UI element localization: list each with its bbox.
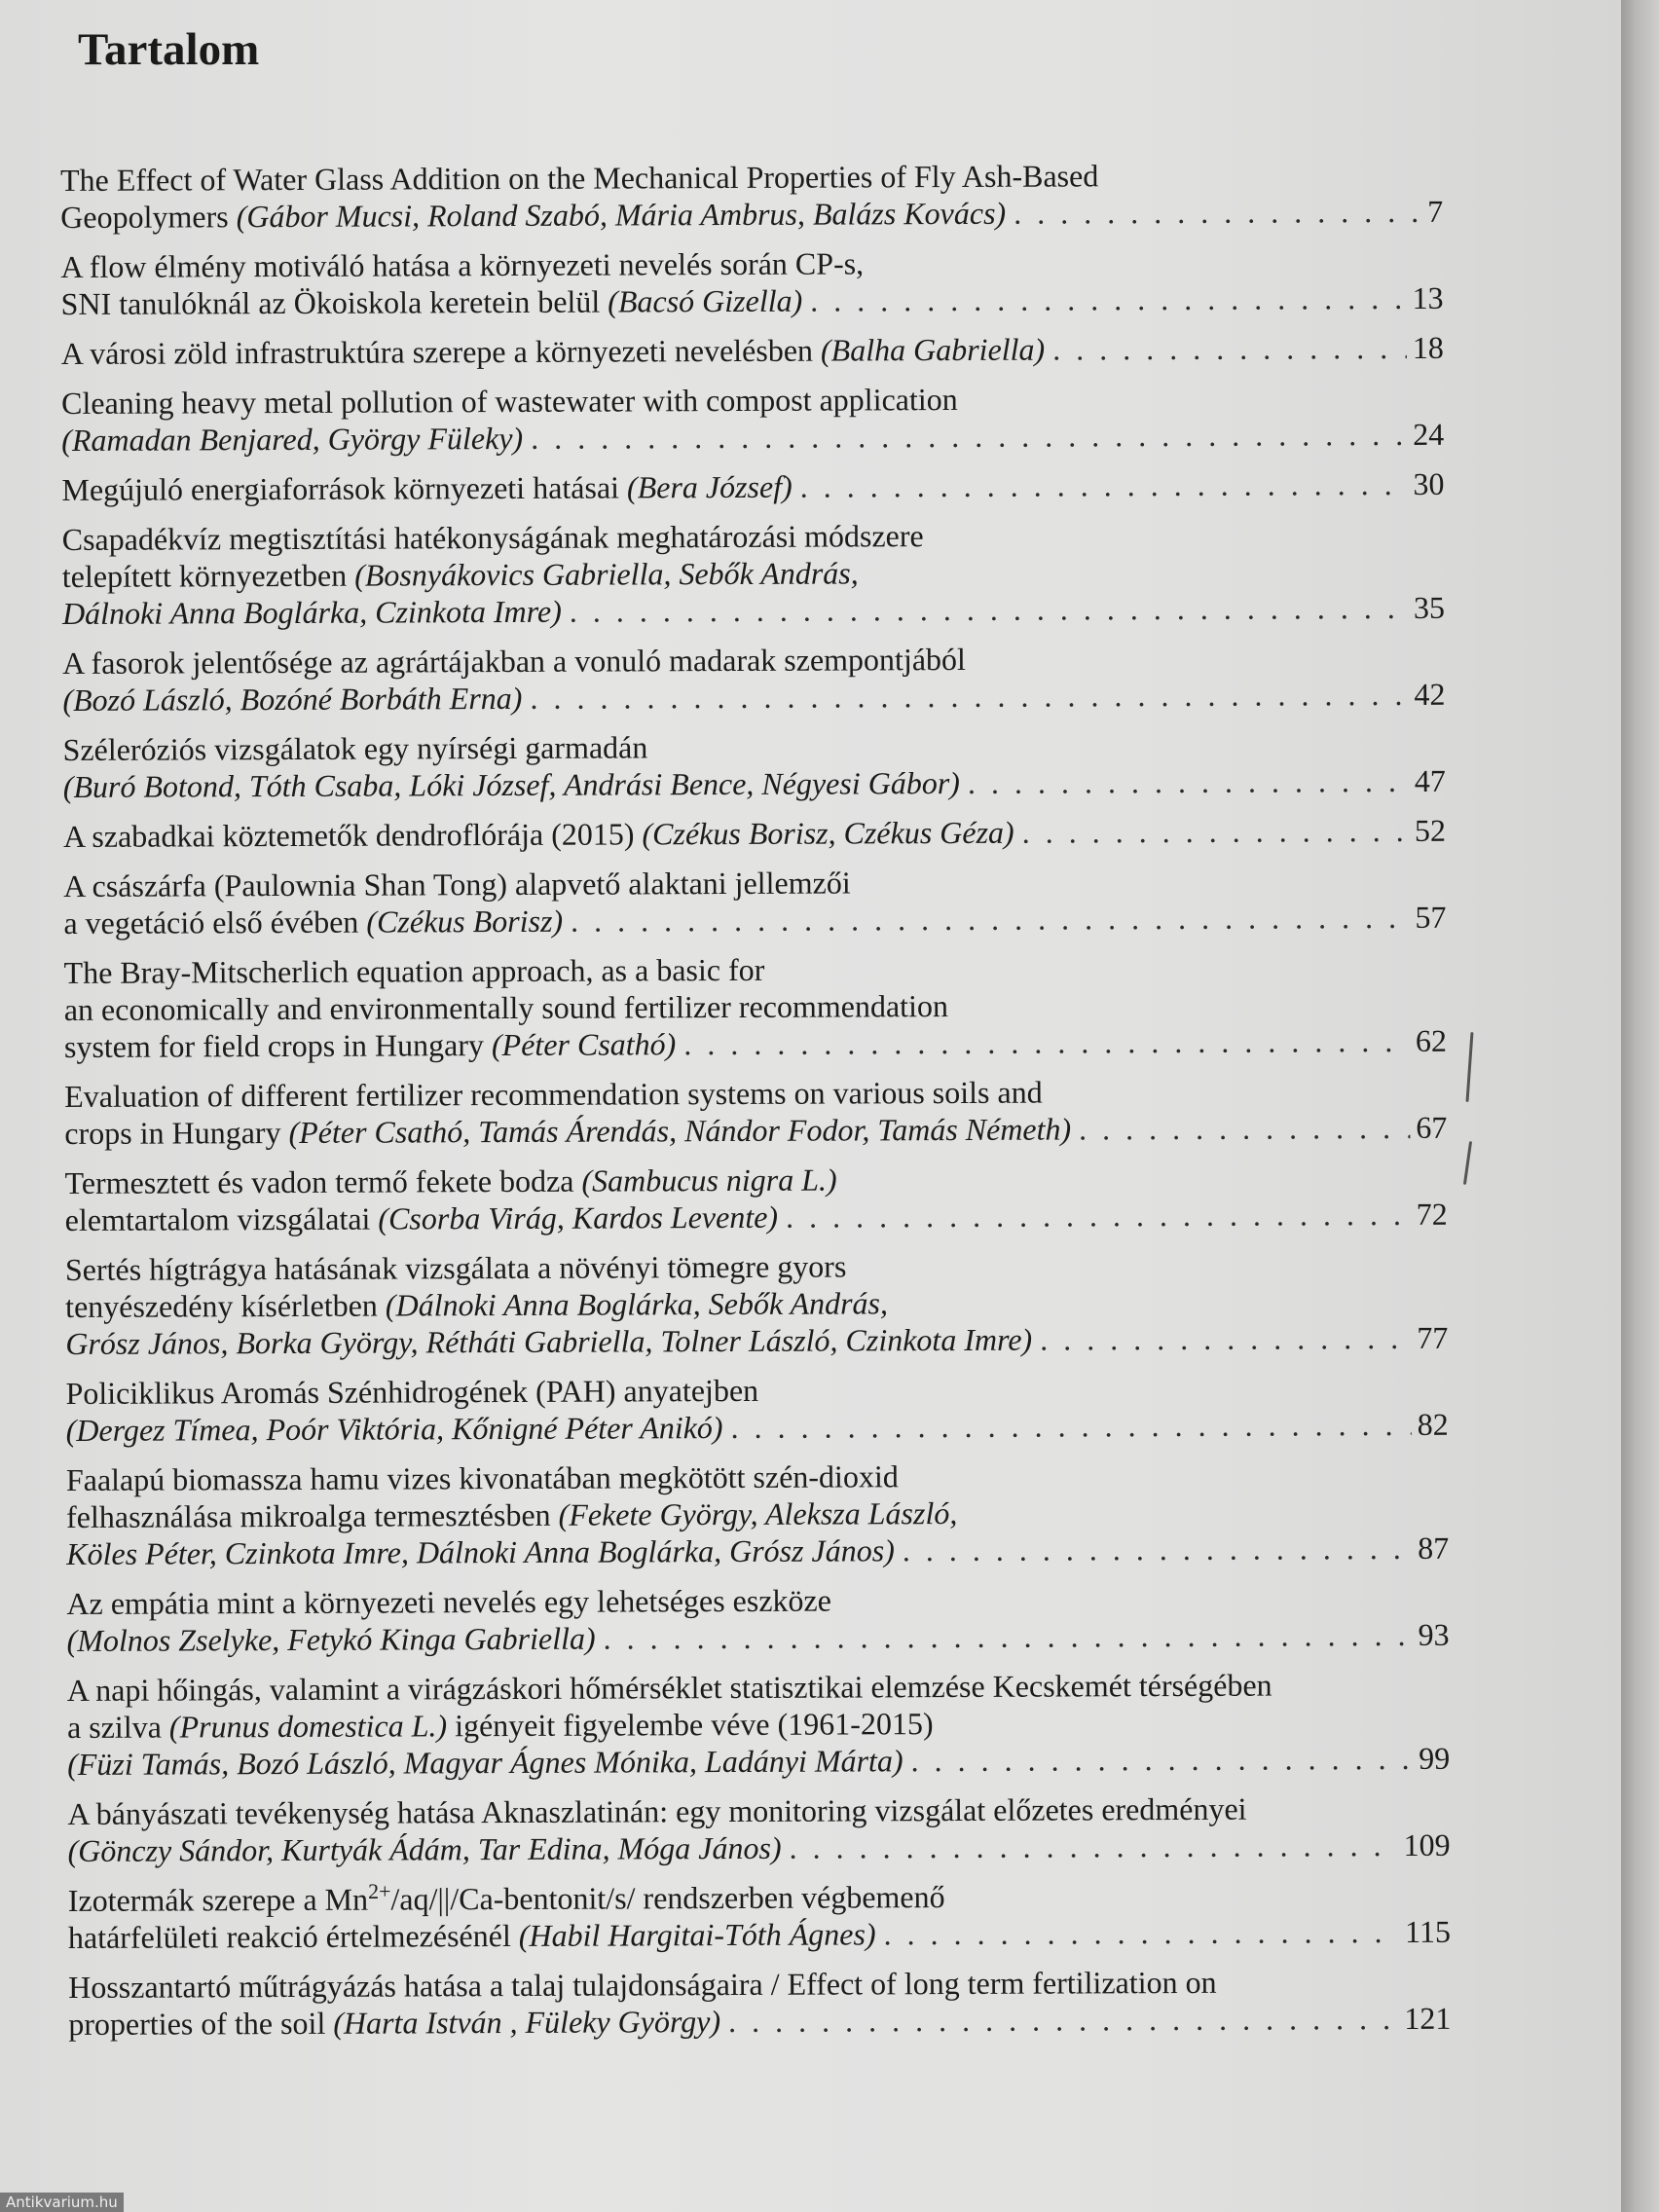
entry-title-text: telepített környezetben <box>61 557 355 594</box>
superscript: 2+ <box>367 1878 391 1903</box>
entry-title-text: felhasználása mikroalga termesztésben <box>65 1496 559 1534</box>
entry-title-text: igényeit figyelembe véve (1961-2015) <box>447 1706 934 1744</box>
page-number: 77 <box>1417 1319 1449 1355</box>
page-number: 13 <box>1412 279 1444 315</box>
leader-dots <box>1040 1319 1411 1358</box>
entry-last-line <box>64 1109 1447 1152</box>
entry-last-line <box>67 1826 1450 1869</box>
leader-dots <box>883 1913 1399 1952</box>
toc-entry <box>65 1369 1448 1449</box>
entry-title-text: A városi zöld infrastruktúra szerepe a környezeti nevelésben <box>60 332 822 371</box>
toc-entry <box>67 1666 1450 1783</box>
toc-entry <box>65 1245 1448 1362</box>
leader-dots <box>683 1022 1410 1062</box>
entry-authors: (Péter Csathó, Tamás Árendás, Nándor Fodor, Tamás Németh) <box>288 1111 1072 1150</box>
entry-title-line: Az empátia mint a környezeti nevelés egy lehetséges eszköze <box>66 1582 831 1621</box>
entry-authors: Grósz János, Borka György, Rétháti Gabriella, Tolner László, Czinkota Imre) <box>65 1321 1033 1361</box>
toc-entry <box>68 1876 1451 1956</box>
entry-title-line: The Effect of Water Glass Addition on the Mechanical Properties of Fly Ash-Based <box>60 158 1099 198</box>
entry-authors: (Czékus Borisz, Czékus Géza) <box>642 814 1014 852</box>
entry-title-line: Széleróziós vizsgálatok egy nyírségi garmadán <box>62 729 648 767</box>
leader-dots <box>530 676 1408 717</box>
leader-dots <box>800 465 1408 505</box>
entry-authors: (Gábor Mucsi, Roland Szabó, Mária Ambrus, Balázs Kovács) <box>236 195 1007 235</box>
entry-last-line <box>62 589 1445 632</box>
toc-entry <box>60 242 1443 322</box>
entry-title-line <box>62 552 1445 595</box>
page-number: 121 <box>1404 2000 1452 2036</box>
page-number: 87 <box>1418 1530 1450 1566</box>
leader-dots <box>789 1826 1397 1866</box>
page-number: 35 <box>1413 589 1446 625</box>
entry-authors: (Harta István , Füleky György) <box>333 2004 721 2041</box>
entry-last-line <box>61 465 1444 508</box>
entry-title-line <box>67 1703 1450 1746</box>
entry-title-line: Sertés hígtrágya hatásának vizsgálata a növényi tömegre gyors <box>64 1248 847 1287</box>
page-title: Tartalom <box>78 24 260 75</box>
entry-last-line <box>64 1022 1447 1065</box>
page-number: 82 <box>1417 1406 1449 1442</box>
entry-title-line: A bányászati tevékenység hatása Aknaszlatinán: egy monitoring vizsgálat előzetes eredményei <box>67 1790 1247 1831</box>
leader-dots <box>531 416 1407 457</box>
entry-authors: (Bosnyákovics Gabriella, Sebők András, <box>354 555 859 593</box>
entry-last-line <box>65 1196 1448 1238</box>
entry-last-line <box>68 2000 1451 2043</box>
pencil-mark <box>1465 1032 1473 1102</box>
entry-title-line: The Bray-Mitscherlich equation approach, as a basic for <box>63 951 765 990</box>
entry-last-line <box>61 279 1444 322</box>
page-number: 30 <box>1413 465 1445 501</box>
entry-title-text: A szabadkai köztemetők dendroflórája (2015) <box>62 816 643 854</box>
entry-title-text: Izotermák szerepe a Mn <box>67 1881 369 1918</box>
page-number: 57 <box>1415 899 1447 935</box>
entry-title-text: elemtartalom vizsgálatai <box>64 1200 379 1237</box>
leader-dots <box>730 1406 1411 1446</box>
entry-last-line <box>61 329 1444 372</box>
toc-entry <box>63 725 1446 805</box>
leader-dots <box>604 1616 1413 1657</box>
toc-entry <box>66 1456 1449 1572</box>
entry-last-line <box>68 1913 1451 1956</box>
page-number: 99 <box>1419 1740 1451 1776</box>
entry-authors: (Dálnoki Anna Boglárka, Sebők András, <box>385 1285 889 1323</box>
entry-authors: (Buró Botond, Tóth Csaba, Lóki József, Andrási Bence, Négyesi Gábor) <box>62 764 960 804</box>
entry-authors: (Csorba Virág, Kardos Levente) <box>378 1198 779 1236</box>
entry-title-line: Hosszantartó műtrágyázás hatása a talaj tulajdonságaira / Effect of long term fertilization on <box>68 1964 1217 2005</box>
entry-authors: (Dergez Tímea, Poór Viktória, Kőnigné Péter Anikó) <box>65 1410 723 1448</box>
entry-title-line <box>66 1493 1449 1535</box>
toc-entry <box>63 812 1446 855</box>
entry-authors: (Péter Csathó) <box>491 1026 677 1063</box>
page-number: 62 <box>1415 1022 1448 1058</box>
entry-title-line: Evaluation of different fertilizer recommendation systems on various soils and <box>64 1074 1043 1114</box>
entry-title-text: Termesztett és vadon termő fekete bodza <box>64 1162 582 1200</box>
entry-last-line <box>60 193 1443 236</box>
entry-title-text: határfelületi reakció értelmezésénél <box>67 1917 519 1955</box>
page-number: 72 <box>1416 1196 1448 1232</box>
book-spine-shadow <box>1621 0 1659 2212</box>
entry-last-line <box>63 762 1446 805</box>
toc-entry <box>61 329 1444 372</box>
page-number: 67 <box>1416 1109 1448 1145</box>
page-number: 109 <box>1403 1826 1451 1862</box>
entry-authors: (Bacsó Gizella) <box>608 282 803 319</box>
page-number: 47 <box>1414 762 1446 798</box>
toc-entry <box>66 1579 1449 1659</box>
page-number: 52 <box>1414 812 1447 848</box>
entry-authors: (Bera József) <box>626 468 793 505</box>
page-number: 93 <box>1418 1616 1450 1652</box>
entry-title-line: A flow élmény motiváló hatása a környezeti nevelés során CP-s, <box>60 245 865 284</box>
leader-dots <box>968 762 1409 801</box>
entry-last-line <box>66 1406 1449 1449</box>
toc-entry <box>63 862 1446 941</box>
entry-title-text: a vegetáció első évében <box>63 903 367 940</box>
entry-authors: Köles Péter, Czinkota Imre, Dálnoki Anna Boglárka, Grósz János) <box>66 1532 895 1571</box>
entry-title-text: crops in Hungary <box>64 1114 289 1151</box>
page-number: 7 <box>1427 193 1444 229</box>
watermark: Antikvarium.hu <box>0 2193 124 2212</box>
entry-authors: (Balha Gabriella) <box>820 331 1046 368</box>
leader-dots <box>728 2000 1398 2040</box>
leader-dots <box>1052 329 1407 368</box>
entry-title-line: Policiklikus Aromás Szénhidrogének (PAH) anyatejben <box>65 1372 759 1411</box>
entry-title-line <box>64 1159 1447 1201</box>
entry-title-text: a szilva <box>66 1709 169 1745</box>
entry-authors: (Bozó László, Bozóné Borbáth Erna) <box>62 680 523 718</box>
entry-authors: (Gönczy Sándor, Kurtyák Ádám, Tar Edina, Móga János) <box>67 1829 782 1868</box>
entry-last-line <box>61 416 1444 459</box>
leader-dots <box>1079 1109 1410 1147</box>
leader-dots <box>910 1740 1413 1779</box>
entry-last-line <box>67 1616 1450 1659</box>
toc-entry <box>64 1159 1447 1238</box>
toc-entry <box>61 379 1444 459</box>
leader-dots <box>903 1530 1413 1568</box>
entry-authors: (Habil Hargitai-Tóth Ágnes) <box>518 1916 876 1953</box>
entry-title-text: SNI tanulóknál az Ökoiskola keretein belül <box>60 283 608 321</box>
page-number: 24 <box>1413 416 1445 452</box>
toc-entry <box>60 156 1443 236</box>
entry-title-line <box>68 1876 1451 1919</box>
entry-title-line: Cleaning heavy metal pollution of wastewater with compost application <box>61 381 958 421</box>
entry-authors: Dálnoki Anna Boglárka, Czinkota Imre) <box>61 593 562 631</box>
entry-title-text: tenyészedény kísérletben <box>65 1287 386 1324</box>
entry-last-line <box>62 676 1445 719</box>
leader-dots <box>786 1196 1411 1235</box>
entry-title-line: an economically and environmentally sound fertilizer recommendation <box>63 988 948 1027</box>
entry-last-line <box>63 812 1446 855</box>
pencil-mark <box>1463 1141 1472 1185</box>
toc-entry <box>64 948 1447 1065</box>
species-name: (Prunus domestica L.) <box>168 1708 448 1745</box>
entry-title-line: Csapadékvíz megtisztítási hatékonyságának meghatározási módszere <box>61 518 924 557</box>
entry-title-line: A fasorok jelentősége az agrártájakban a vonuló madarak szempontjából <box>62 641 966 681</box>
toc-entry <box>61 465 1444 508</box>
page-number: 115 <box>1405 1913 1452 1949</box>
entry-last-line <box>66 1530 1449 1572</box>
entry-title-line <box>65 1282 1448 1325</box>
entry-title-line: Faalapú biomassza hamu vizes kivonatában megkötött szén-dioxid <box>65 1458 899 1497</box>
entry-title-text: Geopolymers <box>60 199 237 235</box>
page-number: 42 <box>1414 676 1446 712</box>
entry-last-line <box>67 1740 1450 1783</box>
leader-dots <box>1022 812 1410 851</box>
table-of-contents <box>60 156 1451 2055</box>
leader-dots <box>1014 193 1421 232</box>
toc-entry <box>68 1963 1451 2043</box>
entry-title-line: A napi hőingás, valamint a virágzáskori hőmérséklet statisztikai elemzése Kecskemét térségében <box>66 1667 1272 1708</box>
entry-authors: (Ramadan Benjared, György Füleky) <box>61 420 524 458</box>
toc-entry <box>62 639 1445 719</box>
toc-entry <box>64 1072 1447 1152</box>
toc-entry <box>67 1789 1450 1869</box>
entry-authors: (Fekete György, Aleksza László, <box>558 1494 958 1532</box>
entry-last-line <box>63 899 1446 941</box>
entry-authors: (Füzi Tamás, Bozó László, Magyar Ágnes Mónika, Ladányi Márta) <box>67 1743 903 1782</box>
entry-authors: (Molnos Zselyke, Fetykó Kinga Gabriella) <box>66 1620 596 1658</box>
entry-title-text: Megújuló energiaforrások környezeti hatásai <box>61 469 628 507</box>
entry-authors: (Czékus Borisz) <box>366 903 564 940</box>
species-name: (Sambucus nigra L.) <box>581 1161 837 1198</box>
entry-last-line <box>65 1319 1448 1362</box>
entry-title-text: system for field crops in Hungary <box>63 1027 493 1064</box>
entry-title-line: A császárfa (Paulownia Shan Tong) alapvető alaktani jellemzői <box>63 865 851 903</box>
entry-title-text: properties of the soil <box>68 2005 334 2042</box>
page-number: 18 <box>1412 329 1444 365</box>
leader-dots <box>810 279 1407 319</box>
entry-title-text: /aq/||/Ca-bentonit/s/ rendszerben végbemenő <box>390 1879 945 1917</box>
leader-dots <box>571 899 1409 940</box>
leader-dots <box>570 589 1408 630</box>
toc-entry <box>62 515 1445 632</box>
